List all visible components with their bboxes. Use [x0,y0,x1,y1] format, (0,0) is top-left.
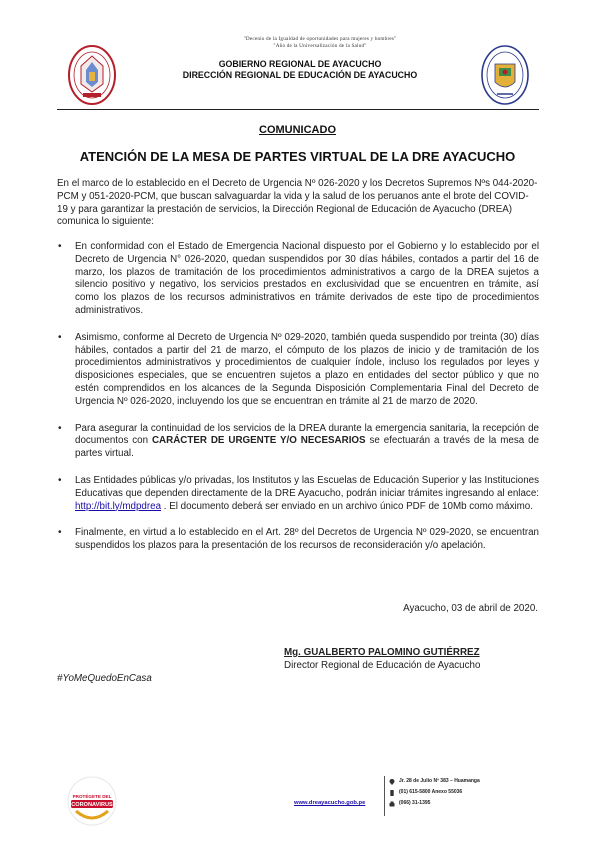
hashtag: #YoMeQuedoEnCasa [57,673,152,684]
document-label: COMUNICADO [259,124,336,136]
mesa-de-partes-link[interactable]: http://bit.ly/mdpdrea [75,500,162,512]
list-item-text: En conformidad con el Estado de Emergencia Nacional dispuesto por el Gobierno y lo establecido por el Decreto de Urgencia N° 026-2020, quedan suspendidos por 30 días hábiles, contados a partir del 16 de marzo, los plazos de tramitación de los procedimientos administrativos a cargo de la DREA sujetos a silencio positivo y negativo, los servicios prestados en exclusividad que se encuentren en trámite, así como los plazos de los recursos administrativos en trámite derivados de este tipo de procedimientos administrativos. [75,241,539,316]
list-item-text: Asimismo, conforme al Decreto de Urgencia Nº 029-2020, también queda suspendido por treinta (30) días hábiles, contados a partir del 21 de marzo, el cómputo de los plazos de inicio y de tramitación de los procedimientos administrativos y procedimientos de cualquier índole, incluso los regulados por leyes y disposiciones especiales, que se encuentren sujetos a plazo en entidades del sector público y que no estén comprendidos en los alcances de la Segunda Disposición Complementaria Final del Decreto de Urgencia Nº 026-2020, incluyendo los que se encuentran en trámite al 21 de marzo de 2020. [75,331,539,407]
telephone-icon [389,801,395,807]
website-link[interactable]: www.dreayacucho.gob.pe [294,800,366,806]
header-motto [170,36,470,50]
org-line-1: GOBIERNO REGIONAL DE AYACUCHO [218,59,382,69]
organization-header [150,59,450,81]
list-item [57,423,539,461]
list-item [57,527,539,553]
org-line-2: DIRECCIÓN REGIONAL DE EDUCACIÓN DE AYACUCHO [182,70,418,80]
badge-main-text: CORONAVIRUS [71,802,113,808]
badge-top-text: PROTÉGETE DEL [72,794,112,799]
regional-government-logo [67,44,117,106]
phone-row-1 [389,787,480,798]
contact-info [389,776,480,809]
document-date: Ayacucho, 03 de abril de 2020. [403,603,538,614]
address-text: Jr. 28 de Julio Nº 383 – Huamanga [399,778,480,784]
address-row [389,776,480,787]
list-item [57,332,539,409]
phone-text-1: (01) 615-5800 Anexo 55036 [399,789,463,795]
footer-divider [384,776,385,816]
list-item-text: Finalmente, en virtud a lo establecido en el Art. 28º del Decretos de Urgencia Nº 029-2020, se encuentran suspendidos los plazos para la presentación de los recursos de reconsideración y/o apelación. [75,527,539,552]
phone-row-2 [389,798,480,809]
list-item-text: . El documento deberá ser enviado en un archivo único PDF de 10Mb como máximo. [161,500,533,512]
signature-block [284,646,480,672]
list-item [57,241,539,318]
document-headline: ATENCIÓN DE LA MESA DE PARTES VIRTUAL DE LA DRE AYACUCHO [79,149,516,164]
urgent-emphasis: CARÁCTER DE URGENTE Y/O NECESARIOS [151,435,366,447]
header-divider [57,109,539,110]
list-item-text: Las Entidades públicas y/o privadas, los Institutos y las Escuelas de Educación Superior y las Instituciones Educativas que dependen directamente de la DRE Ayacucho, podrán iniciar trámites ingresando al enlace: [75,474,539,499]
motto-line-1: "Decenio de la Igualdad de oportunidades para mujeres y hombres" [243,36,397,42]
phone-text-2: (066) 31-1395 [399,800,431,806]
list-item [57,475,539,513]
signer-name: Mg. GUALBERTO PALOMINO GUTIÉRREZ [284,647,480,658]
notice-list [57,241,539,553]
signer-role: Director Regional de Educación de Ayacucho [284,660,481,671]
location-icon [389,779,395,785]
coronavirus-badge [66,775,118,827]
list-item-text: Para asegurar la continuidad de los servicios de la DREA durante la emergencia sanitaria, la recepción de documentos con [75,422,539,447]
list-item-text: se efectuarán a través de la mesa de partes virtual. [75,435,539,460]
phone-icon [389,790,395,796]
motto-line-2: "Año de la Universalización de la Salud" [273,43,367,49]
dre-ayacucho-seal [480,44,530,106]
intro-paragraph: En el marco de lo establecido en el Decreto de Urgencia Nº 026-2020 y los Decretos Supremos Nºs 044-2020-PCM y 051-2020-PCM, que buscan salvaguardar la vida y la salud de los peruanos ante el brote del COVID-19 y para garantizar la prestación de servicios, la Dirección Regional de Educación de Ayacucho (DREA) comunica lo siguiente: [57,178,538,228]
